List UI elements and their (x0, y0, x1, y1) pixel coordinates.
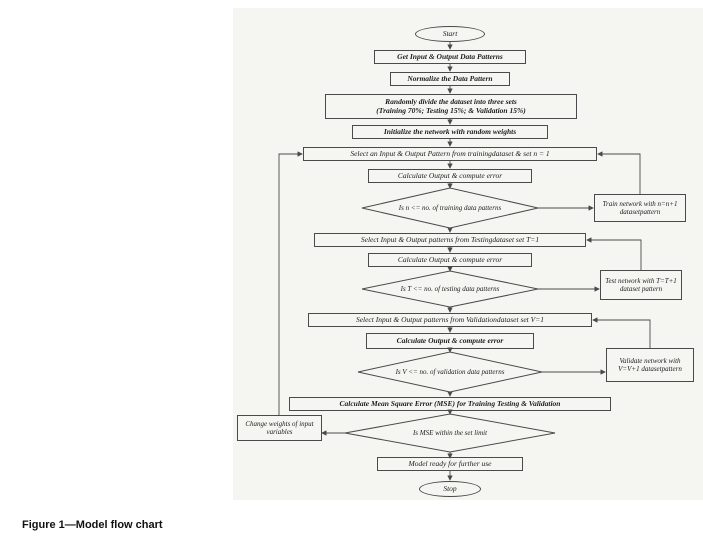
divide-dataset-line1: Randomly divide the dataset into three sets (385, 96, 517, 106)
calculate-mse-step: Calculate Mean Square Error (MSE) for Training Testing & Validation (289, 397, 611, 411)
model-ready-step: Model ready for further use (377, 457, 523, 471)
test-network-sidebox: Test network with T=T+1 dataset pattern (600, 270, 682, 300)
select-training-pattern-step: Select an Input & Output Pattern from trainingdataset & set n = 1 (303, 147, 597, 161)
flowchart-canvas (233, 8, 703, 500)
divide-dataset-line2: (Training 70%; Testing 15%; & Validation 15%) (376, 105, 526, 115)
initialize-network-step: Initialize the network with random weights (352, 125, 548, 139)
decision-mse-label: Is MSE within the set limit (412, 428, 488, 437)
decision-test-label: Is T <= no. of testing data patterns (400, 284, 500, 293)
calculate-error-train-step: Calculate Output & compute error (368, 169, 532, 183)
decision-train-label: Is n <= no. of training data patterns (398, 203, 502, 212)
get-data-step: Get Input & Output Data Patterns (374, 50, 526, 64)
calculate-error-validation-step: Calculate Output & compute error (366, 333, 534, 349)
calculate-error-test-step: Calculate Output & compute error (368, 253, 532, 267)
stop-terminator: Stop (419, 481, 481, 497)
change-weights-sidebox: Change weights of input variables (237, 415, 322, 441)
select-validation-pattern-step: Select Input & Output patterns from Validationdataset set V=1 (308, 313, 592, 327)
normalize-step: Normalize the Data Pattern (390, 72, 510, 86)
figure-caption: Figure 1—Model flow chart (22, 519, 163, 531)
select-testing-pattern-step: Select Input & Output patterns from Testingdataset set T=1 (314, 233, 586, 247)
decision-validation-label: Is V <= no. of validation data patterns (395, 367, 505, 376)
validate-network-sidebox: Validate network with V=V+1 datasetpattern (606, 348, 694, 382)
start-terminator: Start (415, 26, 485, 42)
divide-dataset-step (325, 94, 577, 119)
train-network-sidebox: Train network with n=n+1 datasetpattern (594, 194, 686, 222)
